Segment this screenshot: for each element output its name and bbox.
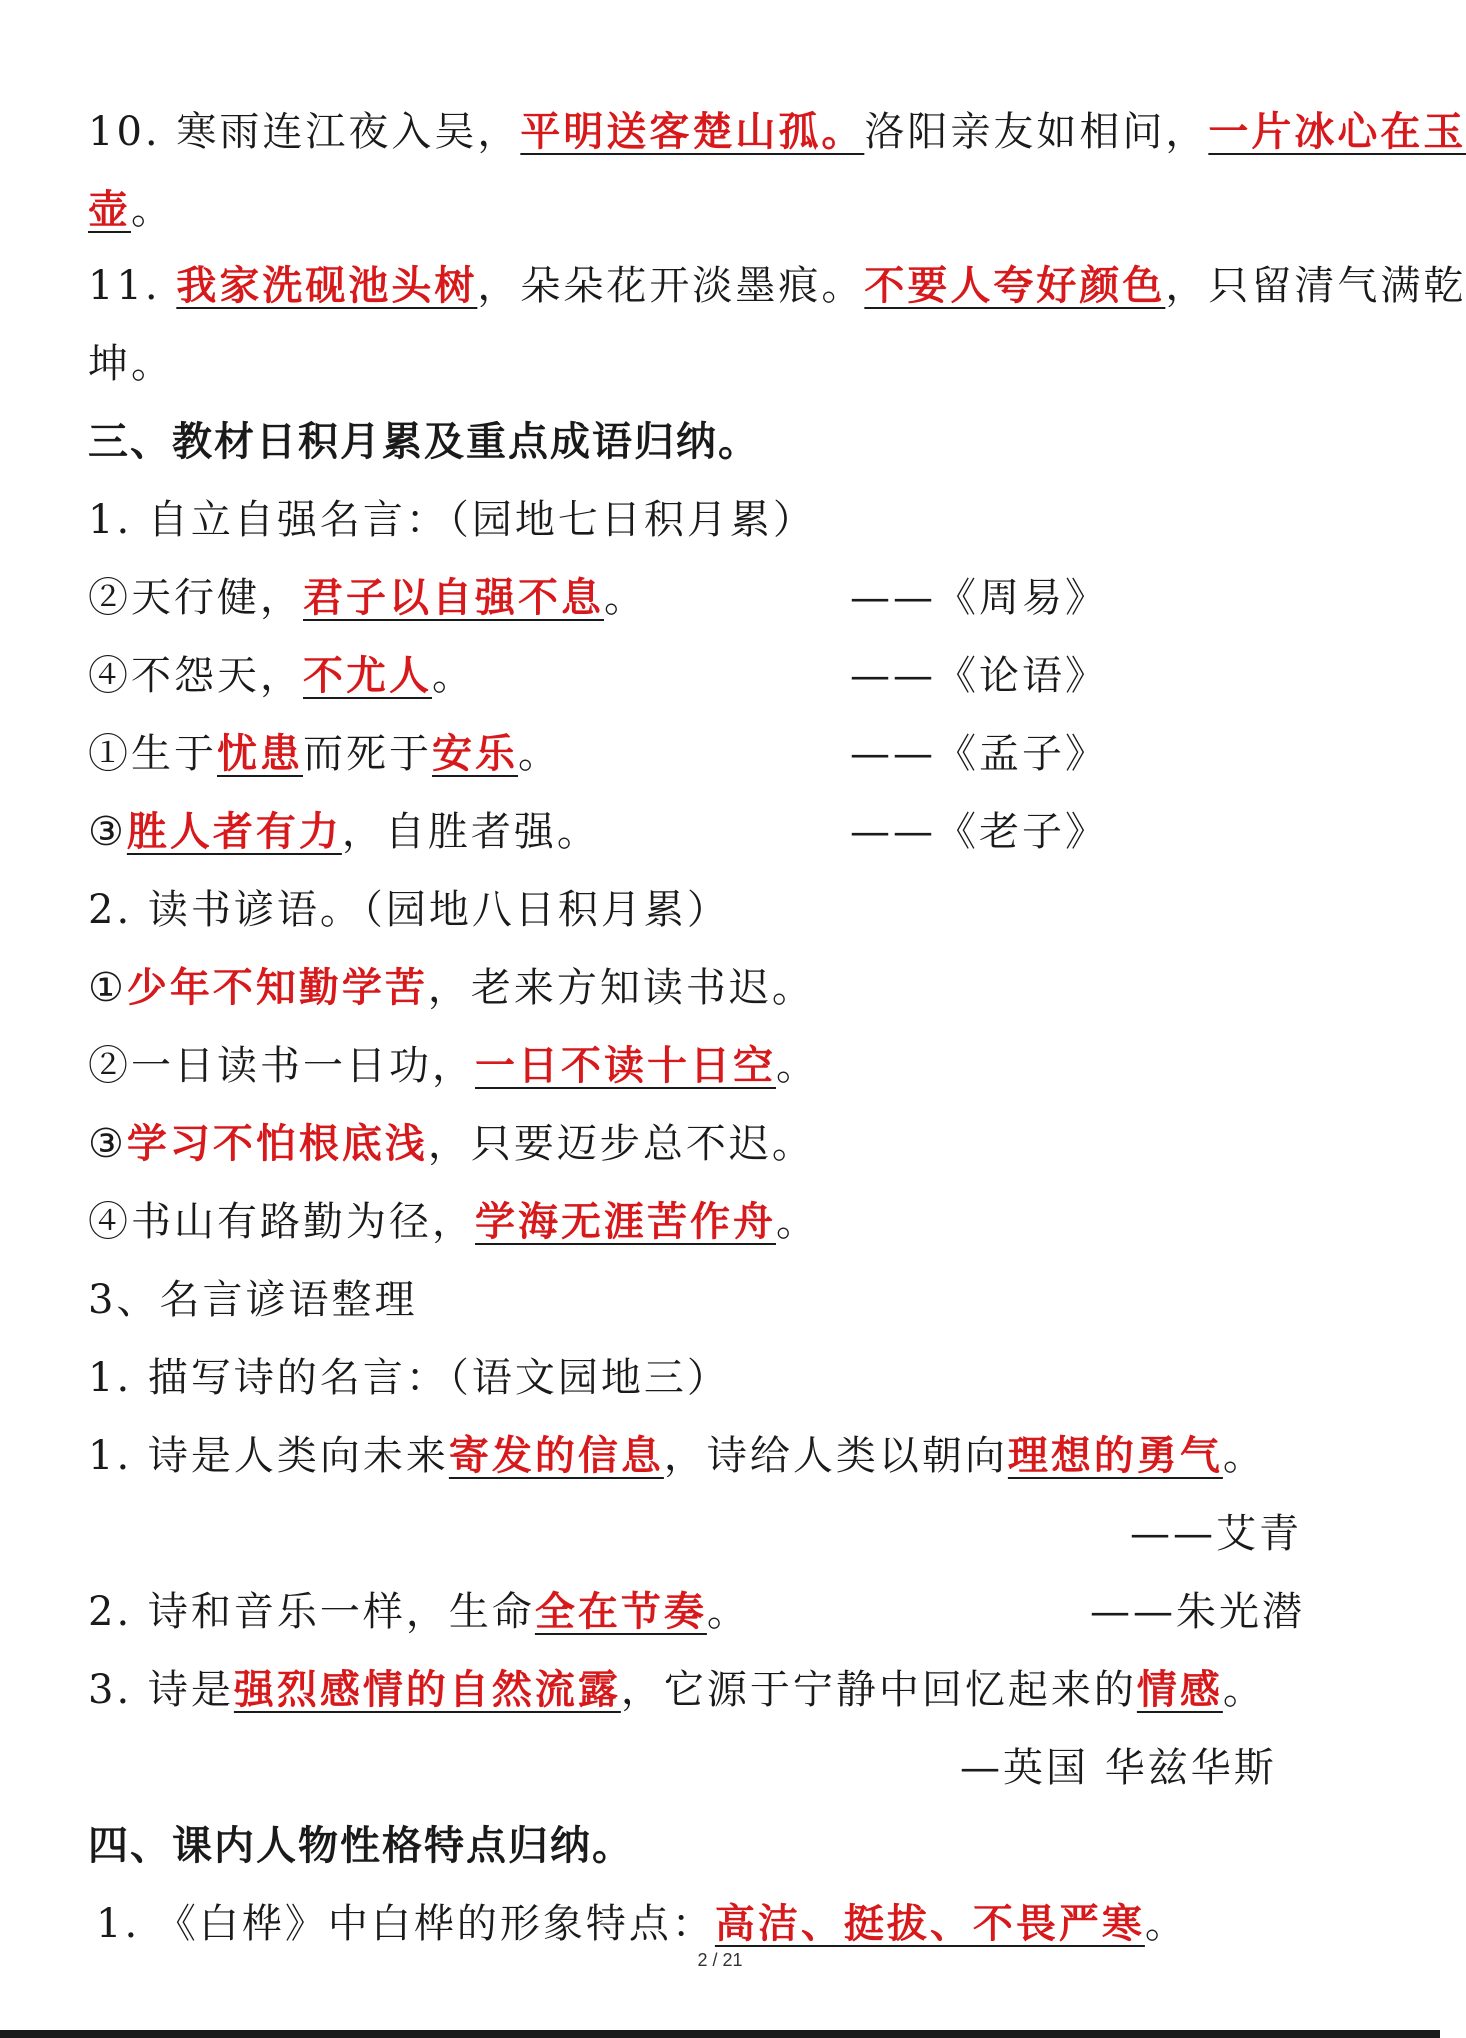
text: 。 bbox=[776, 1043, 819, 1089]
text: 。 bbox=[604, 575, 647, 621]
quote-zhouyi bbox=[88, 570, 647, 626]
answer-text: 学习不怕根底浅 bbox=[126, 1120, 428, 1167]
source-laozi: ——《老子》 bbox=[850, 809, 1108, 855]
reading-proverb-4 bbox=[88, 1194, 819, 1250]
text: ④书山有路勤为径， bbox=[88, 1199, 475, 1245]
text: ，只留清气满乾 bbox=[1165, 263, 1466, 309]
answer-blank: 学海无涯苦作舟 bbox=[475, 1198, 776, 1245]
text: ②一日读书一日功， bbox=[88, 1043, 475, 1089]
text: 而死于 bbox=[303, 731, 432, 777]
section-3-heading: 三、教材日积月累及重点成语归纳。 bbox=[88, 419, 760, 465]
poem-line-11-cont bbox=[88, 336, 174, 392]
poem-line-10-cont bbox=[88, 182, 174, 238]
text: 。 bbox=[432, 653, 475, 699]
reading-proverb-3 bbox=[88, 1116, 815, 1172]
text: ③ bbox=[88, 809, 127, 855]
text: ① bbox=[88, 965, 127, 1011]
text: 3. 诗是 bbox=[88, 1667, 234, 1713]
text: 1. 诗是人类向未来 bbox=[88, 1433, 449, 1479]
answer-blank: 理想的勇气 bbox=[1007, 1432, 1223, 1479]
text: ①生于 bbox=[88, 731, 217, 777]
answer-blank: 不尤人 bbox=[303, 652, 432, 699]
text: ，朵朵花开淡墨痕。 bbox=[477, 263, 865, 309]
answer-blank: 一片冰心在玉 bbox=[1208, 108, 1466, 155]
source-mengzi: ——《孟子》 bbox=[850, 731, 1108, 777]
text: ，老来方知读书迟。 bbox=[427, 965, 815, 1011]
bottom-divider bbox=[0, 2030, 1440, 2038]
subheading-reading: 2. 读书谚语。（园地八日积月累） bbox=[88, 887, 730, 933]
poetry-quote-1 bbox=[88, 1428, 1266, 1484]
answer-blank: 高洁、挺拔、不畏严寒 bbox=[714, 1900, 1145, 1947]
source-lunyu: ——《论语》 bbox=[850, 653, 1108, 699]
answer-blank: 君子以自强不息 bbox=[303, 574, 604, 621]
text: 。 bbox=[1144, 1901, 1188, 1947]
text: ④不怨天， bbox=[88, 653, 303, 699]
answer-blank: 一日不读十日空 bbox=[475, 1042, 776, 1089]
section-4-heading: 四、课内人物性格特点归纳。 bbox=[88, 1823, 634, 1869]
poem-line-10 bbox=[88, 104, 1466, 160]
answer-blank: 忧患 bbox=[217, 730, 303, 777]
answer-blank: 情感 bbox=[1136, 1666, 1223, 1713]
quote-lunyu bbox=[88, 648, 475, 704]
quote-mengzi bbox=[88, 726, 561, 782]
poetry-quote-3 bbox=[88, 1662, 1266, 1718]
text: 洛阳亲友如相问， bbox=[864, 109, 1209, 155]
poem-line-11 bbox=[88, 258, 1466, 314]
poetry-quote-2 bbox=[88, 1584, 750, 1640]
answer-blank: 胜人者有力 bbox=[126, 808, 342, 855]
text: ，只要迈步总不迟。 bbox=[427, 1121, 815, 1167]
reading-proverb-1 bbox=[88, 960, 815, 1016]
source-zhouyi: ——《周易》 bbox=[850, 575, 1108, 621]
text: 。 bbox=[706, 1589, 750, 1635]
answer-blank: 不要人夸好颜色 bbox=[864, 262, 1166, 309]
answer-blank: 强烈感情的自然流露 bbox=[233, 1666, 621, 1713]
text: 。 bbox=[1222, 1667, 1266, 1713]
text: 坤。 bbox=[88, 341, 174, 387]
text: 。 bbox=[1222, 1433, 1266, 1479]
answer-text: 少年不知勤学苦 bbox=[126, 964, 428, 1011]
text: ②天行健， bbox=[88, 575, 303, 621]
source-zhuguangqian: ——朱光潜 bbox=[1090, 1589, 1305, 1635]
text: ，诗给人类以朝向 bbox=[663, 1433, 1008, 1479]
answer-blank: 壶 bbox=[88, 186, 131, 233]
answer-blank: 全在节奏 bbox=[534, 1588, 707, 1635]
text: ③ bbox=[88, 1121, 127, 1167]
text: 。 bbox=[518, 731, 561, 777]
text: ，它源于宁静中回忆起来的 bbox=[620, 1667, 1137, 1713]
subheading-poetry: 1. 描写诗的名言：（语文园地三） bbox=[88, 1355, 730, 1401]
text: 。 bbox=[776, 1199, 819, 1245]
text: 1. 《白桦》中白桦的形象特点： bbox=[96, 1901, 715, 1947]
text: ，自胜者强。 bbox=[341, 809, 600, 855]
character-trait-1 bbox=[96, 1896, 1188, 1952]
subheading-self-reliance: 1. 自立自强名言：（园地七日积月累） bbox=[88, 497, 816, 543]
subheading-quotes: 3、名言谚语整理 bbox=[88, 1277, 418, 1323]
text: 2. 诗和音乐一样，生命 bbox=[88, 1589, 535, 1635]
answer-blank: 我家洗砚池头树 bbox=[176, 262, 478, 309]
text: 11. bbox=[88, 263, 177, 309]
source-aiqing: ——艾青 bbox=[1130, 1511, 1302, 1557]
answer-blank: 平明送客楚山孤。 bbox=[520, 108, 865, 155]
answer-blank: 寄发的信息 bbox=[448, 1432, 664, 1479]
page-number: 2 / 21 bbox=[697, 1950, 743, 1970]
text: 。 bbox=[131, 187, 174, 233]
reading-proverb-2 bbox=[88, 1038, 819, 1094]
text: 10. 寒雨连江夜入吴， bbox=[88, 109, 521, 155]
quote-laozi bbox=[88, 804, 600, 860]
answer-blank: 安乐 bbox=[432, 730, 518, 777]
source-wordsworth: —英国 华兹华斯 bbox=[960, 1745, 1277, 1791]
